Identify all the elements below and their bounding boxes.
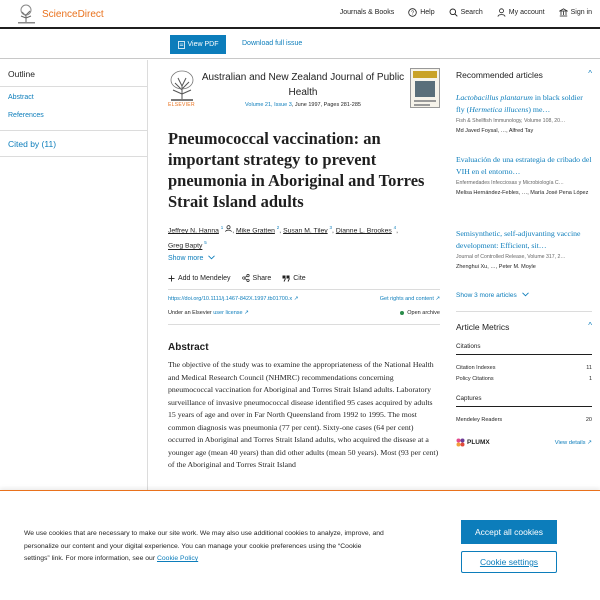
nav-label: Journals & Books <box>339 9 395 16</box>
pdf-icon <box>178 41 185 49</box>
title-part: ) me… <box>528 105 551 114</box>
affiliation-marker[interactable]: 4 <box>393 225 397 230</box>
title-part: in black soldier fly ( <box>456 93 583 114</box>
cover-line <box>414 100 436 102</box>
citations-label: Citations <box>456 343 481 350</box>
metric-divider <box>456 354 592 355</box>
recommended-title[interactable] <box>456 92 592 116</box>
cookie-message <box>24 528 384 566</box>
cover-band <box>413 71 437 78</box>
external-link-icon: ↗ <box>244 310 249 316</box>
nav-label: Help <box>420 9 435 16</box>
user-icon <box>497 8 506 17</box>
cookie-settings-label: Cookie settings <box>479 557 539 567</box>
title-italic: Hermetica illucens <box>469 105 529 114</box>
my-account-link[interactable] <box>497 8 545 17</box>
author-link[interactable]: Mike Gratten <box>235 227 275 235</box>
nav-label: Sign in <box>570 9 592 16</box>
recommended-authors: Melisa Hernández-Febles, …, María José Pena López <box>456 190 589 196</box>
author-list: Jeffrey N. Hanna $^1$ , Mike Gratten $^2$, Susan M. Tiley $^3$, Dianne L. Brookes $^4$, Greg Bapty $^5$ <box>168 225 399 250</box>
recommended-item[interactable] <box>456 92 592 136</box>
recommended-title[interactable]: Evaluación de una estrategia de cribado del VIH en el entorno… <box>456 155 592 176</box>
action-label: Share <box>252 274 272 282</box>
external-link-icon: ↗ <box>435 296 440 302</box>
abstract-heading: Abstract <box>168 342 209 353</box>
metric-label: Mendeley Readers <box>456 417 503 423</box>
captures-label: Captures <box>456 395 482 402</box>
author-link[interactable]: Greg Bapty <box>168 242 203 250</box>
open-access-dot-icon <box>400 311 404 315</box>
help-link[interactable] <box>408 8 434 17</box>
recommended-heading: Recommended articles <box>456 70 543 80</box>
share-icon <box>242 274 250 282</box>
affiliation-marker[interactable]: 2 <box>276 225 280 230</box>
recommended-authors: Zhenghui Xu, …, Peter M. Moyle <box>456 264 536 270</box>
show-more-label: Show more <box>168 255 204 262</box>
article-title: Pneumococcal vaccination: an important strategy to prevent pneumonia in Aboriginal and Torres Strait Island adults <box>168 129 425 211</box>
show-more-button[interactable] <box>168 255 215 262</box>
license-prefix: Under an Elsevier <box>168 310 212 316</box>
recommended-authors: Md Javed Foysal, …, Alfred Tay <box>456 128 534 134</box>
metric-value: 11 <box>586 365 592 371</box>
get-rights-link[interactable] <box>380 296 440 302</box>
view-details-link[interactable] <box>555 440 592 446</box>
nav-label: Search <box>460 9 483 16</box>
divider <box>0 130 147 131</box>
outline-link-references[interactable]: References <box>8 112 44 119</box>
add-to-mendeley-button[interactable] <box>168 275 231 282</box>
metric-label: Citation Indexes <box>456 365 496 371</box>
recommended-item[interactable] <box>456 228 592 272</box>
journal-issue-info <box>198 102 408 108</box>
metrics-heading: Article Metrics <box>456 322 510 332</box>
cite-button[interactable] <box>282 275 305 282</box>
elsevier-wordmark: ELSEVIER <box>168 102 195 108</box>
accept-all-cookies-button[interactable]: Accept all cookies <box>461 520 557 544</box>
recommended-source: Enfermedades Infecciosas y Microbiología C… <box>456 180 564 186</box>
rights-text: Get rights and content <box>379 296 434 302</box>
sign-in-link[interactable] <box>559 8 592 17</box>
journals-books-link[interactable] <box>340 9 394 16</box>
search-link[interactable] <box>449 8 483 17</box>
cookie-policy-link[interactable]: Cookie Policy <box>156 555 199 562</box>
volume-issue-link[interactable]: Volume 21, Issue 3 <box>245 102 292 108</box>
metric-row <box>456 365 592 371</box>
doi-link[interactable] <box>168 296 298 302</box>
affiliation-marker[interactable]: 1 <box>220 225 224 230</box>
chevron-down-icon <box>522 292 529 297</box>
top-nav <box>326 8 592 17</box>
author-link[interactable]: Dianne L. Brookes <box>335 227 392 235</box>
external-link-icon: ↗ <box>587 440 592 446</box>
journal-title[interactable]: Australian and New Zealand Journal of Public Health <box>201 72 405 98</box>
recommended-item[interactable] <box>456 154 592 198</box>
outline-link-abstract[interactable]: Abstract <box>8 94 34 101</box>
open-archive-badge <box>400 310 440 316</box>
download-full-issue-link[interactable]: Download full issue <box>242 40 303 47</box>
cookie-banner <box>0 490 600 600</box>
divider <box>168 324 440 325</box>
chevron-down-icon <box>208 255 215 260</box>
divider <box>168 289 440 290</box>
brand-name: ScienceDirect <box>42 8 104 20</box>
journal-cover-image[interactable] <box>410 68 440 108</box>
license-info <box>168 310 249 316</box>
action-label: Cite <box>293 274 306 282</box>
recommended-source: Journal of Controlled Release, Volume 317, 2… <box>456 254 566 260</box>
author-link[interactable]: Susan M. Tiley <box>283 227 328 235</box>
open-archive-label: Open archive <box>407 310 440 316</box>
plumx-label: PLUMX <box>467 439 490 446</box>
cited-by-link[interactable]: Cited by (11) <box>8 139 57 149</box>
affiliation-marker[interactable]: 5 <box>204 240 207 246</box>
article-actions <box>168 274 306 282</box>
nav-label: My account <box>508 9 545 16</box>
pages-info: , June 1997, Pages 281-285 <box>291 102 361 108</box>
license-link-text: user license <box>213 310 243 316</box>
divider <box>0 156 147 157</box>
abstract-text: The objective of the study was to examine the appropriateness of the National Health and Medical Research Council (NHMRC) recommendations concerning pneumococcal vaccination for Aboriginal and Torres Strait Island adults. Laboratory surveillance of invasive pneumococcal disease identified 95 cases acquired by adults 15 years of age and over in Far North Queensland from 1992 to 1995. The most common diagnosis was pneumonia (77 per cent). Sixty-one cases (64 per cent) occurred in Aboriginal and Torres Strait Island adults, who acquired the disease at a younger age (mean 40 years) than did other adults (mean 50 years). Most (93 per cent) of the Aboriginal and Torres Strait Island <box>168 360 439 469</box>
plus-icon <box>168 275 175 282</box>
top-header <box>0 0 600 29</box>
elsevier-logo-icon[interactable] <box>168 68 196 102</box>
show-more-articles-button[interactable] <box>456 292 529 299</box>
cover-line <box>414 104 430 106</box>
plumx-icon <box>456 438 465 447</box>
view-pdf-button[interactable] <box>170 35 226 54</box>
author-profile-icon[interactable] <box>225 225 232 232</box>
outline-title: Outline <box>8 69 35 79</box>
show-more-articles-label: Show 3 more articles <box>456 292 517 299</box>
share-button[interactable] <box>242 274 272 282</box>
cookie-settings-button[interactable] <box>461 551 557 573</box>
chevron-up-icon[interactable]: ^ <box>588 69 592 78</box>
sciencedirect-logo[interactable] <box>16 4 104 24</box>
divider <box>0 86 147 87</box>
cover-picture <box>415 81 435 97</box>
divider <box>456 311 592 312</box>
metric-row <box>456 417 592 423</box>
cookie-text: We use cookies that are necessary to make our site work. We may also use additional cookies to analyze, improve, and personalize our content and your digital experience. You can manage your cookie preferences using the “Cookie settings” link. For more information, see our <box>24 530 384 562</box>
recommended-source: Fish & Shellfish Immunology, Volume 108, 20… <box>456 118 566 124</box>
search-icon <box>449 8 458 17</box>
doi-text: https://doi.org/10.1111/j.1467-842X.1997.tb01700.x <box>168 296 293 302</box>
metric-row <box>456 376 592 382</box>
chevron-up-icon[interactable]: ^ <box>588 321 592 330</box>
metric-value: 20 <box>585 417 592 423</box>
metric-value: 1 <box>588 376 592 382</box>
quote-icon <box>282 275 290 282</box>
institution-icon <box>559 8 568 17</box>
view-details-text: View details <box>554 440 586 446</box>
external-link-icon: ↗ <box>293 296 299 302</box>
affiliation-marker[interactable]: 3 <box>329 225 333 230</box>
view-pdf-label: View PDF <box>187 41 219 48</box>
metric-label: Policy Citations <box>456 376 494 382</box>
publication-header <box>168 68 440 116</box>
author-link[interactable]: Jeffrey N. Hanna <box>168 227 219 235</box>
title-italic: Lactobacillus plantarum <box>456 93 533 102</box>
user-license-link[interactable] <box>213 310 249 316</box>
action-label: Add to Mendeley <box>178 274 231 282</box>
help-icon <box>408 8 417 17</box>
metric-divider <box>456 406 592 407</box>
outline-panel <box>0 60 148 490</box>
plumx-logo <box>456 438 490 447</box>
article-toolbar <box>0 31 600 59</box>
svg-text:?: ? <box>411 10 415 17</box>
recommended-title[interactable]: Semisynthetic, self-adjuvanting vaccine development: Efficient, sit… <box>456 229 581 250</box>
elsevier-tree-icon <box>16 4 37 24</box>
